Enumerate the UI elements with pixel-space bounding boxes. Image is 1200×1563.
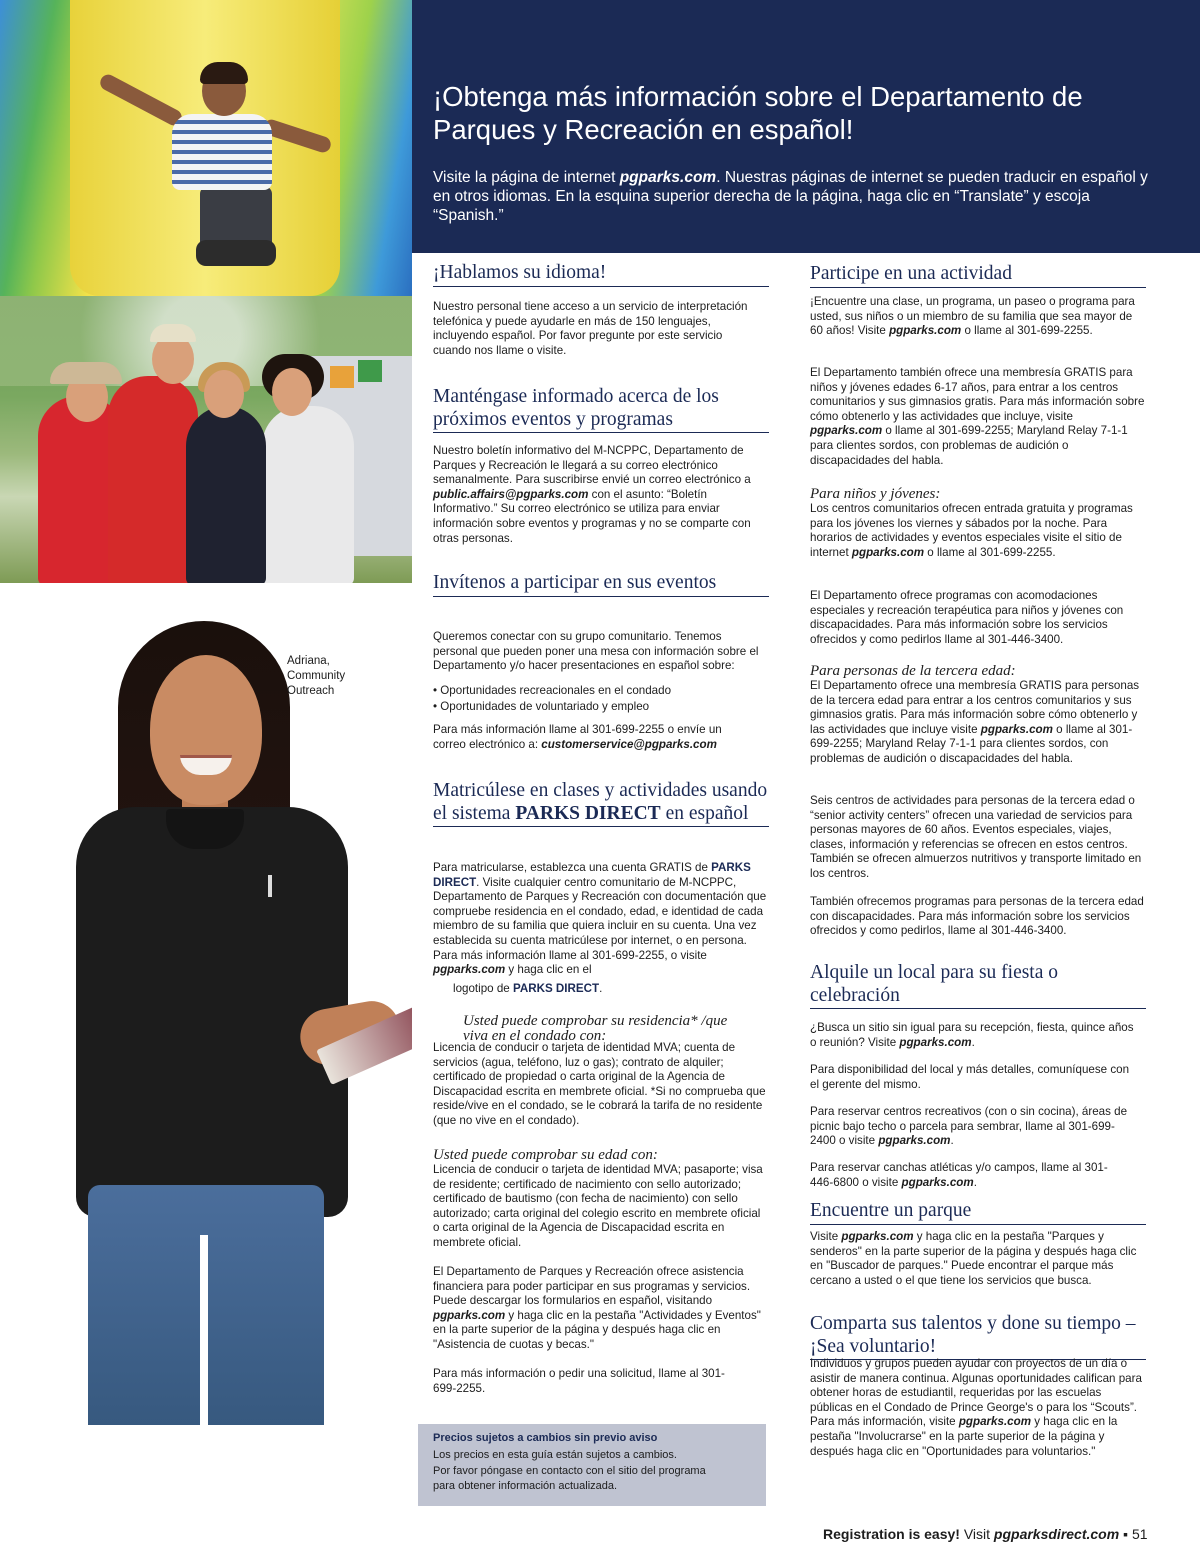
- paragraph-asistencia: [433, 1265, 769, 1353]
- text: o llame al 301-699-2255.: [924, 545, 1056, 559]
- heading-comparta: Comparta sus talentos y done su tiempo – ¡Sea voluntario!: [810, 1313, 1146, 1360]
- paragraph-hablamos: Nuestro personal tiene acceso a un servicio de interpretación telefónica y puede ayudarle en más de 150 lenguajes, incluyendo español. Por favor pregunte por este servicio cuando nos llame o visite.: [433, 300, 748, 357]
- text: .: [599, 982, 603, 995]
- pgparks-link[interactable]: pgparks.com: [433, 963, 506, 977]
- photo-group-of-staff: [0, 296, 412, 583]
- notice-line: Por favor póngase en contacto con el sitio del programa: [433, 1464, 706, 1477]
- header-banner: [412, 0, 1200, 253]
- paragraph-contact: [433, 723, 743, 752]
- page-title: ¡Obtenga más información sobre el Departamento de Parques y Recreación en español!: [433, 81, 1083, 145]
- paragraph-ninos: [810, 502, 1146, 560]
- paragraph-logo-line: [453, 982, 753, 997]
- footer-url-link[interactable]: pgparksdirect.com: [993, 1526, 1120, 1542]
- text: Para reservar centros recreativos (con o sin cocina), áreas de picnic bajo techo o parcela para sembrar, llame al 301-699-2400 o visite: [810, 1105, 1128, 1148]
- page-footer: [823, 1526, 1148, 1542]
- paragraph-residencia: Licencia de conducir o tarjeta de identidad MVA; cuenta de servicios (agua, teléfono, luz o gas); contrato de alquiler; certificado de propiedad o carta original de la Agencia de Discapacidad escrita en membrete oficial. *Si no comprueba que reside/vive en el condado, se le cobrará la tarifa de no residente (que no vive en el condado).: [433, 1041, 766, 1127]
- email-link[interactable]: public.affairs@pgparks.com: [433, 487, 589, 501]
- text: y haga clic en la pestaña "Involucrarse" en la parte superior de la página y después haga clic en "Oportunidades para voluntarios.": [810, 1415, 1118, 1458]
- footer-tagline: Registration is easy!: [823, 1526, 960, 1542]
- notice-body: [433, 1448, 763, 1495]
- paragraph-reservar-centros: [810, 1105, 1140, 1149]
- banner-text-part: Visite la página de internet: [433, 169, 620, 186]
- text: y haga clic en la pestaña "Actividades y Eventos" en la parte superior de la página y después haga clic en "Asistencia de cuotas y becas.": [433, 1308, 761, 1351]
- photo-caption: [287, 654, 397, 699]
- heading-hablamos: ¡Hablamos su idioma!: [433, 262, 769, 287]
- pgparks-link[interactable]: pgparks.com: [980, 722, 1053, 736]
- text: y haga clic en el: [505, 963, 592, 977]
- text: ¡Encuentre una clase, un programa, un paseo o programa para usted, sus niños o un miembro de su familia que sea mayor de 60 años! Visite: [810, 295, 1135, 338]
- pgparks-link[interactable]: pgparks.com: [878, 1134, 951, 1148]
- footer-visit: Visit: [959, 1526, 994, 1542]
- heading-invitenos: Invítenos a participar en sus eventos: [433, 572, 769, 597]
- text: o llame al 301-699-2255; Maryland Relay 7-1-1 para clientes sordos, con problemas de audición o discapacidades del habla.: [810, 424, 1128, 467]
- paragraph-tercera-edad: [810, 679, 1146, 767]
- text: Individuos y grupos pueden ayudar con proyectos de un día o asistir de manera continua. Algunas oportunidades califican para obtener horas de estudiantil, requeridas por las escuelas públicas en el Condado de Prince George's o para los “Scouts”. Para más información, visite: [810, 1357, 1142, 1429]
- text: Visite: [810, 1230, 842, 1243]
- page-number: 51: [1131, 1526, 1148, 1542]
- parks-direct-label: PARKS DIRECT: [433, 861, 751, 889]
- banner-text-part: . Nuestras páginas de internet se pueden traducir en español y en otros idiomas. En la esquina superior derecha de la página, haga clic en “Translate” y escoja “Spanish.”: [433, 169, 1148, 224]
- text: . Visite cualquier centro comunitario de M-NCPPC, Departamento de Parques y Recreación con documentación que compruebe residencia en el condado, edad, e identidad de cada miembro de su familia que quiera incluir en su cuenta. Una vez establecida su cuenta matricúlese por internet, o en persona. Para más información llame al 301-699-2255, o visite: [433, 875, 767, 962]
- paragraph-ninos-discapacidades: El Departamento ofrece programas con acomodaciones especiales y recreación terapéutica para niños y jóvenes con discapacidades. Para más información sobre los servicios ofrecidos y como pedirlos llame al 301-446-3400.: [810, 589, 1124, 646]
- pgparks-link[interactable]: pgparks.com: [841, 1230, 914, 1243]
- paragraph-informado: [433, 444, 763, 546]
- email-link[interactable]: customerservice@pgparks.com: [541, 737, 717, 751]
- text: con el asunto: “Boletín Informativo.” Su correo electrónico se utiliza para enviar información sobre eventos y programas y no se comparte con otras personas.: [433, 487, 751, 545]
- text: El Departamento de Parques y Recreación ofrece asistencia financiera para poder participar en sus programas y servicios. Puede descargar los formularios en español, visitando: [433, 1265, 751, 1308]
- subheading-residencia: Usted puede comprobar su residencia* /que: [463, 1013, 728, 1029]
- heading-encuentre: Encuentre un parque: [810, 1200, 1146, 1225]
- paragraph-solicitud: Para más información o pedir una solicitud, llame al 301-699-2255.: [433, 1367, 725, 1395]
- paragraph-senior-centers: Seis centros de actividades para personas de la tercera edad o “senior activity centers” ofrecen una variedad de servicios para personas mayores de 60 años. Eventos especiales, viajes, clases, información y referencias se ofrecen en estos centros. También se ofrecen almuerzos nutritivos y transporte limitado en los centros.: [810, 794, 1142, 880]
- notice-line: para obtener información actualizada.: [433, 1480, 618, 1492]
- banner-text: [433, 168, 1163, 225]
- caption-line: Community: [287, 670, 346, 682]
- paragraph-encuentre: [810, 1230, 1146, 1288]
- parks-direct-label: PARKS DIRECT: [512, 982, 600, 995]
- pgparks-link[interactable]: pgparks.com: [810, 424, 883, 438]
- paragraph-matriculese: [433, 861, 767, 978]
- caption-line: Outreach: [287, 685, 335, 697]
- photo-boy-on-slide: [0, 0, 412, 296]
- heading-matriculese: [433, 780, 769, 827]
- pgparks-link[interactable]: pgparks.com: [958, 1415, 1032, 1429]
- text: Los centros comunitarios ofrecen entrada gratuita y programas para los jóvenes los viernes y sábados por la noche. Para horarios de actividades y eventos especiales visite el sitio de internet: [810, 502, 1133, 559]
- text: .: [971, 1035, 975, 1049]
- paragraph-alquile: [810, 1021, 1140, 1050]
- price-notice-box: [418, 1424, 766, 1506]
- notice-title: Precios sujetos a cambios sin previo aviso: [433, 1432, 658, 1444]
- paragraph-tercera-discapacidades: También ofrecemos programas para personas de la tercera edad con discapacidades. Para más información sobre los servicios ofrecidos y como pedirlos, llame al 301-446-3400.: [810, 895, 1144, 938]
- text: y haga clic en la pestaña "Parques y senderos" en la parte superior de la página y después haga clic en "Buscador de parques." Puede encontrar el parque más cercano a usted o el que tiene los servicios que busca.: [810, 1230, 1137, 1287]
- text: El Departamento ofrece una membresía GRATIS para personas de la tercera edad para entrar a los centros comunitarios y sus gimnasios gratis. Para más información sobre cómo obtenerlo y las actividades que incluye visite: [810, 679, 1140, 736]
- pgparks-link[interactable]: pgparks.com: [899, 1035, 972, 1049]
- banner-link[interactable]: pgparks.com: [619, 169, 717, 186]
- pgparks-link[interactable]: pgparks.com: [433, 1308, 506, 1322]
- bullet-item: • Oportunidades de voluntariado y empleo: [433, 700, 650, 713]
- paragraph-membresia-jovenes: [810, 366, 1146, 468]
- heading-participe: Participe en una actividad: [810, 263, 1146, 288]
- text: o llame al 301-699-2255.: [961, 324, 1093, 338]
- pgparks-link[interactable]: pgparks.com: [889, 324, 962, 338]
- paragraph-edad: Licencia de conducir o tarjeta de identidad MVA; pasaporte; visa de residente; certificado de nacimiento con sello autorizado; certificado de bautismo (con fecha de nacimiento) con sello autorizado; carta original del colegio escrito en membrete oficial o carta original de la Agencia de Discapacidad escrita en membrete oficial.: [433, 1163, 763, 1249]
- paragraph-invitenos: Queremos conectar con su grupo comunitario. Tenemos personal que pueden poner una mesa con información sobre el Departamento y/o hacer presentaciones en español sobre:: [433, 630, 759, 673]
- text: Para más información llame al 301-699-2255 o envíe un correo electrónico a:: [433, 723, 722, 751]
- paragraph-disponibilidad: Para disponibilidad del local y más detalles, comuníquese con el gerente del mismo.: [810, 1063, 1130, 1091]
- heading-alquile: Alquile un local para su fiesta o celebración: [810, 962, 1146, 1009]
- paragraph-participe: [810, 295, 1146, 339]
- text: ¿Busca un sitio sin igual para su recepción, fiesta, quince años o reunión? Visite: [810, 1021, 1134, 1049]
- pgparks-link[interactable]: pgparks.com: [851, 545, 925, 559]
- paragraph-comparta: [810, 1357, 1146, 1459]
- text: o llame al 301-699-2255; Maryland Relay 7-1-1 para clientes sordos, con problemas de audición o discapacidades del habla.: [810, 722, 1133, 765]
- subheading-tercera-edad: Para personas de la tercera edad:: [810, 663, 1016, 679]
- subheading-edad: Usted puede comprobar su edad con:: [433, 1147, 658, 1163]
- text: Matricúlese en clases y actividades usando el sistema: [433, 780, 768, 824]
- footer-separator: ▪: [1119, 1526, 1132, 1542]
- text: Para reservar canchas atléticas y/o campos, llame al 301-446-6800 o visite: [810, 1161, 1108, 1189]
- caption-line: Adriana,: [287, 655, 330, 667]
- text: El Departamento también ofrece una membresía GRATIS para niños y jóvenes edades 6-17 años, para entrar a los centros comunitarios y sus gimnasios gratis. Para más información sobre cómo obtenerlo y las actividades que incluye, visite: [810, 366, 1145, 423]
- subheading-ninos: Para niños y jóvenes:: [810, 486, 941, 502]
- pgparks-link[interactable]: pgparks.com: [901, 1175, 974, 1189]
- text: .: [950, 1134, 954, 1148]
- parks-direct-label: PARKS DIRECT: [515, 802, 661, 824]
- text: logotipo de: [453, 982, 513, 995]
- text: Para matricularse, establezca una cuenta GRATIS de: [433, 861, 712, 874]
- bullet-item: • Oportunidades recreacionales en el condado: [433, 684, 672, 697]
- text: en español: [660, 802, 749, 824]
- text: .: [973, 1175, 977, 1189]
- subheading-residencia: viva en el condado con:: [463, 1028, 607, 1044]
- heading-informado: Manténgase informado acerca de los próximos eventos y programas: [433, 386, 769, 433]
- photo-adriana: [0, 585, 412, 1425]
- text: Nuestro boletín informativo del M-NCPPC, Departamento de Parques y Recreación le llegará a su correo electrónico semanalmente. Para suscribirse envié un correo electrónico a: [433, 444, 751, 487]
- notice-line: Los precios en esta guía están sujetos a cambios.: [433, 1449, 677, 1461]
- paragraph-reservar-canchas: [810, 1161, 1110, 1190]
